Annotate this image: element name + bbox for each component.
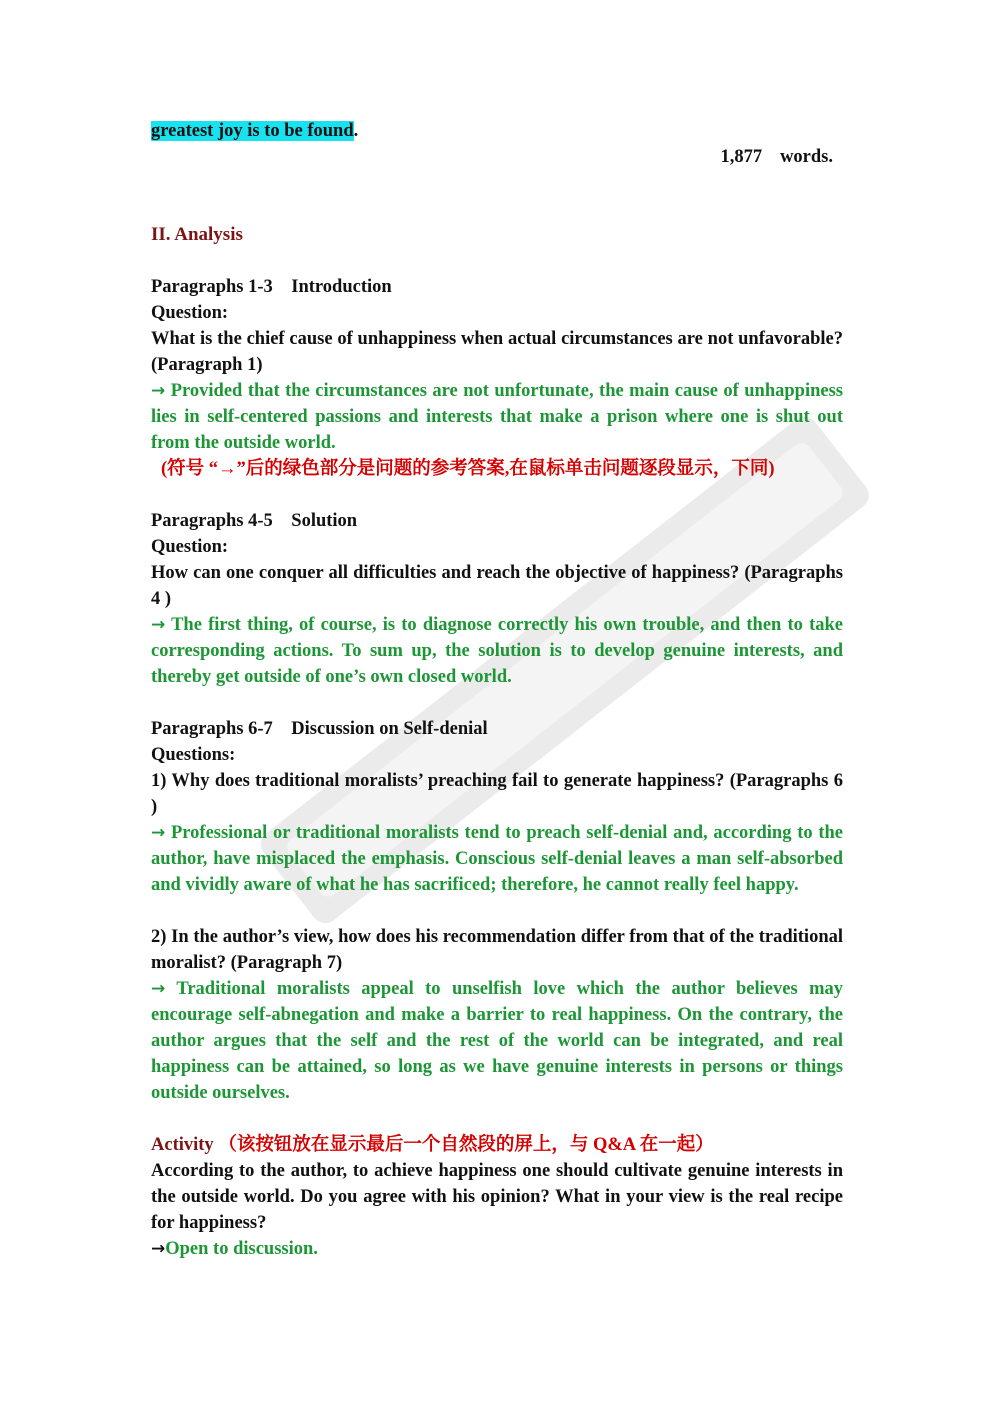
activity-heading [151, 1132, 843, 1158]
word-count [151, 144, 843, 170]
sec3-heading: Paragraphs 6-7 Discussion on Self-denial [151, 719, 488, 739]
sec1-answer[interactable] [151, 378, 843, 456]
sec1-answer-text: Provided that the circumstances are not unfortunate, the main cause of unhappiness lies in self-centered passions and interests that make a prison where one is shut out from the outside world. [151, 381, 843, 453]
sec1-question: What is the chief cause of unhappiness when actual circumstances are not unfavorable? (Paragraph 1) [151, 329, 843, 375]
sec3-question-2: 2) In the author’s view, how does his recommendation differ from that of the traditional moralist? (Paragraph 7) [151, 927, 843, 973]
sec2-question: How can one conquer all difficulties and reach the objective of happiness? (Paragraphs 4 ) [151, 563, 843, 609]
sec1-note: (符号 “→”后的绿色部分是问题的参考答案,在鼠标单击问题逐段显示，下同) [161, 459, 775, 479]
activity-question: According to the author, to achieve happiness one should cultivate genuine interests in the outside world. Do you agree with his opinion? What in your view is the real recipe for happiness? [151, 1161, 843, 1233]
sec2-question-label: Question: [151, 537, 229, 557]
sec2-answer-text: The first thing, of course, is to diagnose correctly his own trouble, and then to take corresponding actions. To sum up, the solution is to develop genuine interests, and thereby get outside of one’s own closed world. [151, 615, 843, 687]
word-count-value: 1,877 [720, 147, 763, 167]
sec3-questions-label: Questions: [151, 745, 236, 765]
sec3-answer-1[interactable] [151, 820, 843, 898]
activity-answer-text: Open to discussion. [165, 1239, 318, 1259]
activity-button-label[interactable]: Activity [151, 1135, 214, 1155]
sec3-answer-1-text: Professional or traditional moralists tend to preach self-denial and, according to the author, have misplaced the emphasis. Conscious self-denial leaves a man self-absorbed and vividly aware of what he has sacrificed; therefore, he cannot really feel happy. [151, 823, 843, 895]
sec1-heading: Paragraphs 1-3 Introduction [151, 277, 392, 297]
sec3-question-1: 1) Why does traditional moralists’ preaching fail to generate happiness? (Paragraphs 6 ) [151, 771, 843, 817]
sec3-answer-2[interactable] [151, 976, 843, 1106]
arrow-icon: → [151, 979, 166, 999]
highlighted-text: greatest joy is to be found [151, 121, 354, 141]
word-count-unit: words. [780, 147, 833, 167]
sec3-answer-2-text: Traditional moralists appeal to unselfish love which the author believes may encourage self-abnegation and make a barrier to real happiness. On the contrary, the author argues that the self and the rest of the world can be integrated, and real happiness can be attained, so long as we have genuine interests in persons or things outside ourselves. [151, 979, 844, 1103]
arrow-icon: → [151, 823, 166, 843]
closing-line [151, 118, 843, 144]
activity-note: （该按钮放在显示最后一个自然段的屏上，与 Q&A 在一起） [218, 1135, 714, 1155]
sec1-question-label: Question: [151, 303, 229, 323]
arrow-icon: → [151, 1239, 166, 1259]
period: . [353, 121, 359, 141]
sec2-answer[interactable] [151, 612, 843, 690]
arrow-icon: → [151, 381, 166, 401]
document-body [151, 118, 843, 1262]
sec2-heading: Paragraphs 4-5 Solution [151, 511, 358, 531]
arrow-icon: → [151, 615, 166, 635]
activity-answer[interactable] [151, 1236, 843, 1262]
section-title: II. Analysis [151, 224, 243, 245]
